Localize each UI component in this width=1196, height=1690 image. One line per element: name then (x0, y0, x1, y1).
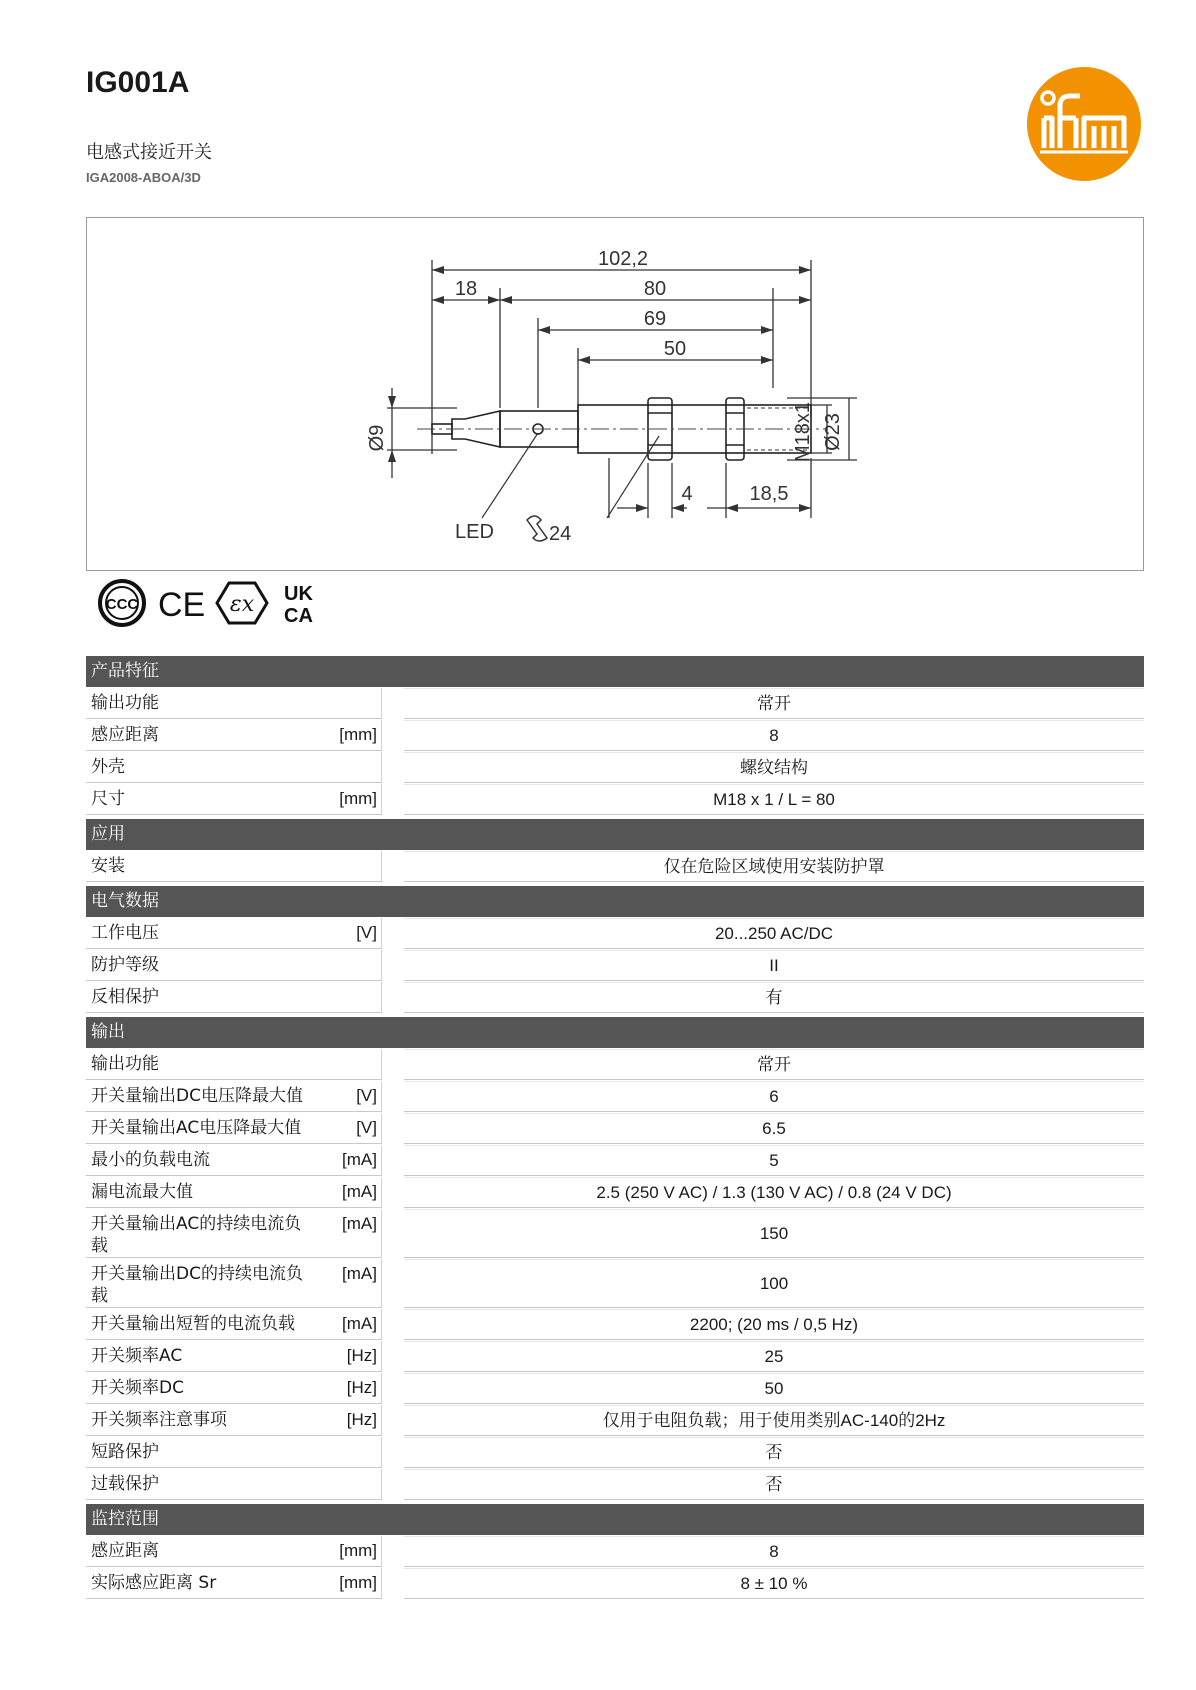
dim-4: 4 (681, 483, 693, 505)
ce-icon (158, 586, 205, 624)
svg-text:CE: CE (158, 586, 206, 624)
spec-row (86, 1437, 1144, 1468)
spec-value: M18 x 1 / L = 80 (404, 784, 1144, 815)
spec-label-cell (86, 784, 382, 815)
spec-value: 螺纹结构 (404, 752, 1144, 783)
spec-row (86, 950, 1144, 981)
wrench-size: 24 (549, 523, 572, 545)
spec-row (86, 1568, 1144, 1599)
spec-label: 工作电压 (91, 923, 159, 943)
spec-row (86, 752, 1144, 783)
spec-unit: [V] (356, 1118, 377, 1137)
certification-marks (92, 578, 352, 628)
spec-row (86, 982, 1144, 1013)
dim-dia23: Ø23 (822, 413, 844, 451)
spec-label: 外壳 (91, 757, 125, 777)
spec-label-cell (86, 950, 382, 981)
spec-unit: [Hz] (346, 1346, 377, 1365)
spec-label-cell (86, 918, 382, 949)
spec-unit: [mA] (342, 1182, 377, 1201)
spec-label: 反相保护 (91, 987, 159, 1007)
spec-label: 实际感应距离 Sr (91, 1573, 217, 1593)
spec-value: 8 (404, 720, 1144, 751)
spec-row (86, 1259, 1144, 1308)
spec-unit: [Hz] (346, 1410, 377, 1429)
spec-unit: [mA] (342, 1264, 377, 1283)
svg-text:CA: CA (284, 605, 313, 627)
spec-label: 开关量输出AC的持续电流负载 (91, 1214, 302, 1256)
svg-text:UK: UK (284, 583, 313, 605)
spec-row (86, 1536, 1144, 1567)
dim-18: 18 (454, 278, 478, 300)
dim-69: 69 (643, 308, 667, 330)
spec-value: 仅在危险区域使用安装防护罩 (404, 851, 1144, 882)
spec-label: 开关量输出DC电压降最大值 (91, 1086, 303, 1106)
spec-value: 仅用于电阻负载；用于使用类别AC-140的2Hz (404, 1405, 1144, 1436)
spec-value: 2.5 (250 V AC) / 1.3 (130 V AC) / 0.8 (24 V DC) (404, 1177, 1144, 1208)
spec-row (86, 1341, 1144, 1372)
spec-value: 有 (404, 982, 1144, 1013)
svg-text:CCC: CCC (105, 596, 139, 613)
spec-row (86, 1405, 1144, 1436)
spec-unit: [mm] (339, 725, 377, 744)
spec-label: 开关频率AC (91, 1346, 183, 1366)
spec-row (86, 1309, 1144, 1340)
spec-label: 最小的负载电流 (91, 1150, 210, 1170)
spec-value: 常开 (404, 688, 1144, 719)
spec-label-cell (86, 982, 382, 1013)
spec-label-cell (86, 1373, 382, 1404)
wrench-icon (527, 516, 547, 541)
section-header: 电气数据 (86, 886, 1144, 917)
spec-row (86, 1177, 1144, 1208)
spec-label: 感应距离 (91, 725, 159, 745)
spec-label-cell (86, 1049, 382, 1080)
spec-value: 25 (404, 1341, 1144, 1372)
spec-row (86, 1049, 1144, 1080)
spec-value: 常开 (404, 1049, 1144, 1080)
spec-label: 安装 (91, 856, 125, 876)
spec-label-cell (86, 1259, 382, 1308)
spec-value: 20...250 AC/DC (404, 918, 1144, 949)
spec-row (86, 1209, 1144, 1258)
product-subtitle: 电感式接近开关 (86, 142, 212, 163)
dim-80: 80 (643, 278, 667, 300)
spec-unit: [mA] (342, 1214, 377, 1233)
spec-unit: [mm] (339, 789, 377, 808)
dim-dia9: Ø9 (366, 424, 388, 452)
spec-label-cell (86, 1469, 382, 1500)
spec-value: 100 (404, 1259, 1144, 1308)
spec-row (86, 851, 1144, 882)
dim-overall: 102,2 (597, 248, 649, 270)
spec-row (86, 918, 1144, 949)
spec-label-cell (86, 1405, 382, 1436)
spec-label: 开关频率注意事项 (91, 1410, 227, 1430)
dim-50: 50 (663, 338, 687, 360)
spec-row (86, 784, 1144, 815)
spec-unit: [Hz] (346, 1378, 377, 1397)
ccc-icon (100, 581, 144, 625)
spec-label-cell (86, 1309, 382, 1340)
spec-value: 6.5 (404, 1113, 1144, 1144)
spec-label-cell (86, 1113, 382, 1144)
spec-label-cell (86, 1177, 382, 1208)
spec-label-cell (86, 752, 382, 783)
spec-label: 输出功能 (91, 1054, 159, 1074)
spec-label: 尺寸 (91, 789, 125, 809)
section-header: 监控范围 (86, 1504, 1144, 1535)
spec-value: 6 (404, 1081, 1144, 1112)
spec-label-cell (86, 1341, 382, 1372)
spec-value: 5 (404, 1145, 1144, 1176)
spec-label: 输出功能 (91, 693, 159, 713)
spec-table (86, 656, 1144, 1599)
spec-row (86, 720, 1144, 751)
spec-label-cell (86, 1437, 382, 1468)
spec-label: 开关量输出DC的持续电流负载 (91, 1264, 303, 1306)
section-header: 输出 (86, 1017, 1144, 1048)
spec-label: 防护等级 (91, 955, 159, 975)
spec-label-cell (86, 720, 382, 751)
spec-value: 否 (404, 1469, 1144, 1500)
spec-label: 短路保护 (91, 1442, 159, 1462)
spec-value: 8 (404, 1536, 1144, 1567)
ukca-icon (284, 583, 313, 627)
spec-value: II (404, 950, 1144, 981)
spec-unit: [mm] (339, 1541, 377, 1560)
spec-label-cell (86, 851, 382, 882)
spec-row (86, 688, 1144, 719)
spec-label: 开关量输出AC电压降最大值 (91, 1118, 302, 1138)
section-header: 产品特征 (86, 656, 1144, 687)
spec-row (86, 1469, 1144, 1500)
spec-label: 感应距离 (91, 1541, 159, 1561)
spec-unit: [mm] (339, 1573, 377, 1592)
spec-value: 150 (404, 1209, 1144, 1258)
dimension-drawing (86, 217, 1144, 571)
spec-label-cell (86, 1209, 382, 1258)
spec-label: 开关量输出短暂的电流负载 (91, 1314, 295, 1334)
spec-value: 2200; (20 ms / 0,5 Hz) (404, 1309, 1144, 1340)
spec-unit: [mA] (342, 1314, 377, 1333)
spec-row (86, 1145, 1144, 1176)
svg-text:εx: εx (229, 592, 255, 617)
spec-value: 8 ± 10 % (404, 1568, 1144, 1599)
spec-label: 开关频率DC (91, 1378, 184, 1398)
spec-label-cell (86, 1568, 382, 1599)
section-header: 应用 (86, 819, 1144, 850)
spec-label: 漏电流最大值 (91, 1182, 193, 1202)
spec-label-cell (86, 688, 382, 719)
spec-unit: [V] (356, 923, 377, 942)
spec-label: 过载保护 (91, 1474, 159, 1494)
product-title: IG001A (86, 66, 190, 99)
spec-label-cell (86, 1145, 382, 1176)
spec-unit: [mA] (342, 1150, 377, 1169)
spec-row (86, 1113, 1144, 1144)
spec-label-cell (86, 1081, 382, 1112)
spec-value: 否 (404, 1437, 1144, 1468)
part-code: IGA2008-ABOA/3D (86, 170, 201, 185)
spec-unit: [V] (356, 1086, 377, 1105)
ex-icon (217, 583, 267, 623)
led-label: LED (455, 521, 494, 543)
dim-thread: M18x1 (792, 401, 814, 463)
dim-18-5: 18,5 (749, 483, 789, 505)
spec-row (86, 1081, 1144, 1112)
spec-value: 50 (404, 1373, 1144, 1404)
ifm-logo (1026, 66, 1142, 182)
spec-label-cell (86, 1536, 382, 1567)
spec-row (86, 1373, 1144, 1404)
